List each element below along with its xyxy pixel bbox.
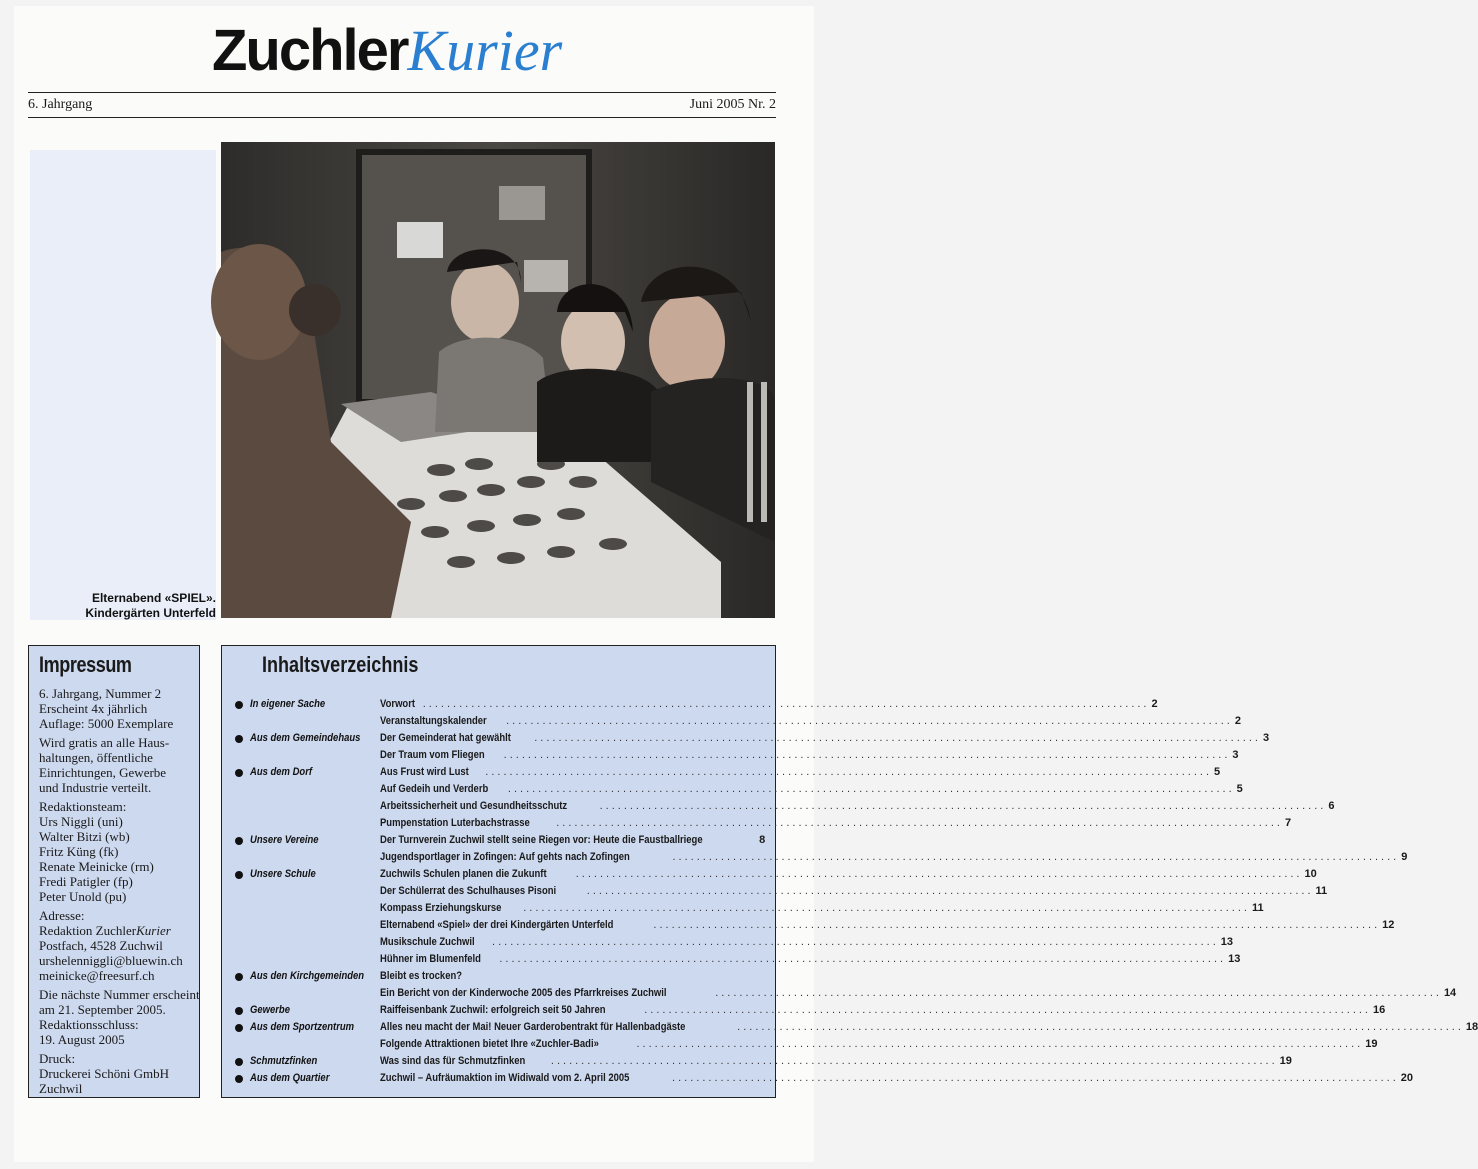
toc-entry xyxy=(380,1002,1386,1019)
impressum-printer xyxy=(39,1051,193,1096)
toc-entry xyxy=(380,985,1457,1002)
toc-page-number: 14 xyxy=(1443,987,1457,999)
impressum-team-member: Urs Niggli (uni) xyxy=(39,814,123,829)
bullet-icon xyxy=(235,735,243,743)
toc-row[interactable] xyxy=(222,866,1317,883)
bullet-icon xyxy=(235,837,243,845)
toc-leader-dots: ........................................................................................................................ xyxy=(636,1038,1364,1050)
toc-leader-dots: ........................................................................................................................ xyxy=(599,800,1327,812)
toc-page-number: 20 xyxy=(1400,1072,1414,1084)
toc-title: Inhaltsverzeichnis xyxy=(262,652,419,677)
impressum-line: Redaktionsschluss: xyxy=(39,1017,139,1032)
toc-entry xyxy=(380,747,1239,764)
masthead-part-2: Kurier xyxy=(407,18,563,83)
toc-row[interactable] xyxy=(222,1070,1414,1087)
toc-entry xyxy=(380,764,1221,781)
toc-page-number: 13 xyxy=(1228,953,1241,965)
toc-row[interactable] xyxy=(222,781,1243,798)
toc-section: Gewerbe xyxy=(250,1004,290,1016)
toc-entry xyxy=(380,1070,1414,1087)
masthead-logo xyxy=(212,16,562,86)
toc-row[interactable] xyxy=(222,917,1395,934)
impressum-address-label: Adresse: xyxy=(39,908,85,923)
toc-row[interactable] xyxy=(222,883,1328,900)
toc-entry xyxy=(380,832,766,849)
toc-entry xyxy=(380,934,1234,951)
toc-row[interactable] xyxy=(222,985,1457,1002)
impressum-address-line xyxy=(39,923,193,938)
toc-page-number: 6 xyxy=(1328,800,1335,812)
toc-page-number: 5 xyxy=(1236,783,1243,795)
impressum-team-member: Fredi Patigler (fp) xyxy=(39,874,133,889)
photo-caption-line-2: Kindergärten Unterfeld xyxy=(85,606,216,620)
impressum-team-member: Walter Bitzi (wb) xyxy=(39,829,130,844)
toc-entry-title: Pumpenstation Luterbachstrasse xyxy=(380,817,530,829)
toc-section: Aus dem Sportzentrum xyxy=(250,1021,355,1033)
toc-row[interactable] xyxy=(222,815,1292,832)
impressum-address-brand: Kurier xyxy=(136,923,171,938)
toc-entry-title: Raiffeisenbank Zuchwil: erfolgreich seit 50 Jahren xyxy=(380,1004,606,1016)
impressum-team-member: Peter Unold (pu) xyxy=(39,889,127,904)
toc-entry xyxy=(380,917,1395,934)
toc-row[interactable] xyxy=(222,968,775,985)
toc-leader-dots: ........................................................................................................................ xyxy=(485,766,1213,778)
table-of-contents xyxy=(221,645,1478,1098)
toc-page-number: 9 xyxy=(1401,851,1408,863)
toc-leader-dots: ........................................................................................................................ xyxy=(534,732,1261,744)
toc-row[interactable] xyxy=(222,1002,1386,1019)
toc-page-number: 8 xyxy=(759,834,766,846)
toc-page-number: 19 xyxy=(1279,1055,1292,1067)
impressum-line: 6. Jahrgang, Nummer 2 xyxy=(39,686,162,701)
toc-entry-title: Der Schülerrat des Schulhauses Pisoni xyxy=(380,885,557,897)
toc-row[interactable] xyxy=(222,849,1408,866)
toc-entry xyxy=(380,781,1243,798)
impressum-line: am 21. September 2005. xyxy=(39,1002,166,1017)
toc-entry-title: Jugendsportlager in Zofingen: Auf gehts nach Zofingen xyxy=(380,851,630,863)
toc-entry-title: Alles neu macht der Mai! Neuer Garderobentrakt für Hallenbadgäste xyxy=(380,1021,686,1033)
toc-entry xyxy=(380,696,1158,713)
toc-entry-title: Auf Gedeih und Verderb xyxy=(380,783,489,795)
toc-row[interactable] xyxy=(222,798,1335,815)
issue-date: Juni 2005 Nr. 2 xyxy=(689,97,776,112)
toc-entry-title: Der Traum vom Fliegen xyxy=(380,749,485,761)
impressum-line: 19. August 2005 xyxy=(39,1032,125,1047)
toc-row[interactable] xyxy=(222,900,1264,917)
toc-row[interactable] xyxy=(222,764,1221,781)
toc-entry-title: Hühner im Blumenfeld xyxy=(380,953,481,965)
impressum-team xyxy=(39,799,193,904)
toc-leader-dots: ........................................................................................................................ xyxy=(550,1055,1278,1067)
toc-row[interactable] xyxy=(222,832,775,849)
impressum-next-issue xyxy=(39,987,200,1047)
toc-section: Unsere Schule xyxy=(250,868,316,880)
masthead-rule-top xyxy=(28,92,776,93)
impressum-team-member: Renate Meinicke (rm) xyxy=(39,859,154,874)
impressum-team-label: Redaktionsteam: xyxy=(39,799,127,814)
toc-page-number: 19 xyxy=(1365,1038,1378,1050)
toc-leader-dots: ........................................................................................................................ xyxy=(672,1072,1399,1084)
impressum-team-member: Fritz Küng (fk) xyxy=(39,844,119,859)
toc-entry-title: Vorwort xyxy=(380,698,416,710)
toc-entry-title: Ein Bericht von der Kinderwoche 2005 des Pfarrkreises Zuchwil xyxy=(380,987,667,999)
bullet-icon xyxy=(235,1058,243,1066)
photo-caption-line-1: Elternabend «SPIEL». xyxy=(91,591,216,605)
impressum-line: Die nächste Nummer erscheint xyxy=(39,987,200,1002)
toc-entry xyxy=(380,713,1241,730)
impressum-line: Einrichtungen, Gewerbe xyxy=(39,765,167,780)
toc-row[interactable] xyxy=(222,934,1234,951)
toc-leader-dots: ........................................................................................................................ xyxy=(737,1021,1464,1033)
toc-entry xyxy=(380,951,1241,968)
toc-entry-title: Elternabend «Spiel» der drei Kindergärten Unterfeld xyxy=(380,919,614,931)
toc-entry-title: Folgende Attraktionen bietet Ihre «Zuchler-Badi» xyxy=(380,1038,599,1050)
toc-entry-title: Bleibt es trocken? xyxy=(380,970,463,982)
impressum-line: haltungen, öffentliche xyxy=(39,750,153,765)
toc-page-number: 13 xyxy=(1220,936,1234,948)
impressum-address xyxy=(39,908,193,983)
toc-entry-title: Arbeitssicherheit und Gesundheitsschutz xyxy=(380,800,568,812)
email-link[interactable]: meinicke@freesurf.ch xyxy=(39,968,155,983)
toc-entry-title: Was sind das für Schmutzfinken xyxy=(380,1055,526,1067)
toc-row[interactable] xyxy=(222,696,1158,713)
toc-entry xyxy=(380,798,1335,815)
bleed-through-tint xyxy=(30,150,216,620)
toc-page-number: 18 xyxy=(1465,1021,1478,1033)
masthead-rule-bottom xyxy=(28,117,776,118)
toc-leader-dots: ........................................................................................................................ xyxy=(672,851,1400,863)
impressum-line: Erscheint 4x jährlich xyxy=(39,701,148,716)
impressum-address-line: Postfach, 4528 Zuchwil xyxy=(39,938,163,953)
impressum-box xyxy=(28,645,200,1098)
bullet-icon xyxy=(235,1075,243,1083)
toc-section: Aus dem Dorf xyxy=(250,766,313,778)
toc-leader-dots: ........................................................................................................................ xyxy=(523,902,1250,914)
toc-section: Aus dem Gemeindehaus xyxy=(250,732,361,744)
bullet-icon xyxy=(235,701,243,709)
toc-entry-title: Kompass Erziehungskurse xyxy=(380,902,502,914)
toc-page-number: 16 xyxy=(1373,1004,1386,1016)
toc-entry xyxy=(380,1053,1292,1070)
toc-entry xyxy=(380,866,1317,883)
toc-leader-dots: ........................................................................................................................ xyxy=(644,1004,1371,1016)
toc-row[interactable] xyxy=(222,951,1241,968)
toc-page-number: 11 xyxy=(1251,902,1264,914)
toc-row[interactable] xyxy=(222,1053,1292,1070)
toc-page-number: 11 xyxy=(1315,885,1328,897)
bullet-icon xyxy=(235,1007,243,1015)
toc-section: Aus dem Quartier xyxy=(250,1072,330,1084)
bullet-icon xyxy=(235,1024,243,1032)
toc-leader-dots: ........................................................................................................................ xyxy=(422,698,1150,710)
impressum-publication xyxy=(39,686,193,731)
bullet-icon xyxy=(235,871,243,879)
toc-entry-title: Musikschule Zuchwil xyxy=(380,936,475,948)
toc-entry xyxy=(380,900,1264,917)
toc-leader-dots: ........................................................................................................................ xyxy=(499,953,1227,965)
email-link[interactable]: urshelenniggli@bluewin.ch xyxy=(39,953,183,968)
impressum-line: und Industrie verteilt. xyxy=(39,780,152,795)
toc-leader-dots: ........................................................................................................................ xyxy=(586,885,1314,897)
toc-entry xyxy=(380,849,1408,866)
toc-row[interactable] xyxy=(222,730,1270,747)
impressum-print-label: Druck: xyxy=(39,1051,76,1066)
toc-entry xyxy=(380,730,1270,747)
impressum-line: Wird gratis an alle Haus- xyxy=(39,735,170,750)
toc-leader-dots: ........................................................................................................................ xyxy=(492,936,1219,948)
toc-row[interactable] xyxy=(222,747,1239,764)
toc-entry-title: Der Turnverein Zuchwil stellt seine Riegen vor: Heute die Faustballriege xyxy=(380,834,703,846)
toc-leader-dots: ........................................................................................................................ xyxy=(506,715,1233,727)
bullet-icon xyxy=(235,973,243,981)
toc-page-number: 2 xyxy=(1151,698,1158,710)
toc-row[interactable] xyxy=(222,1019,1478,1036)
toc-section: Aus den Kirchgemeinden xyxy=(250,970,365,982)
impressum-address-prefix: Redaktion Zuchler xyxy=(39,923,137,938)
impressum-title: Impressum xyxy=(39,652,132,677)
impressum-distribution xyxy=(39,735,193,795)
toc-leader-dots: ........................................................................................................................ xyxy=(503,749,1231,761)
impressum-line: Zuchwil xyxy=(39,1081,83,1096)
toc-leader-dots: ........................................................................................................................ xyxy=(507,783,1235,795)
toc-entry xyxy=(380,1036,1378,1053)
toc-page-number: 10 xyxy=(1304,868,1317,880)
toc-section: Unsere Vereine xyxy=(250,834,319,846)
toc-page-number: 2 xyxy=(1234,715,1241,727)
toc-entry xyxy=(380,1019,1478,1036)
toc-section: Schmutzfinken xyxy=(250,1055,318,1067)
toc-entry-title: Veranstaltungskalender xyxy=(380,715,487,727)
toc-leader-dots: ........................................................................................................................ xyxy=(556,817,1283,829)
issue-year: 6. Jahrgang xyxy=(28,97,93,112)
toc-entry xyxy=(380,883,1328,900)
impressum-line: Druckerei Schöni GmbH xyxy=(39,1066,169,1081)
toc-leader-dots: ........................................................................................................................ xyxy=(715,987,1442,999)
masthead-part-1: Zuchler xyxy=(212,18,408,83)
toc-page-number: 3 xyxy=(1262,732,1270,744)
toc-entry xyxy=(380,815,1292,832)
toc-entry-title: Zuchwil – Aufräumaktion im Widiwald vom 2. April 2005 xyxy=(380,1072,630,1084)
toc-entry-title: Der Gemeinderat hat gewählt xyxy=(380,732,511,744)
toc-page-number: 3 xyxy=(1232,749,1239,761)
toc-leader-dots: ........................................................................................................................ xyxy=(575,868,1303,880)
cover-photo-illustration xyxy=(221,142,775,618)
toc-row[interactable] xyxy=(222,713,1241,730)
cover-photo xyxy=(221,142,775,618)
toc-entry-title: Zuchwils Schulen planen die Zukunft xyxy=(380,868,547,880)
toc-leader-dots: ........................................................................................................................ xyxy=(653,919,1381,931)
photo-caption xyxy=(40,591,216,621)
toc-page-number: 7 xyxy=(1284,817,1292,829)
toc-page-number: 5 xyxy=(1214,766,1221,778)
impressum-line: Auflage: 5000 Exemplare xyxy=(39,716,174,731)
toc-section: In eigener Sache xyxy=(250,698,326,710)
toc-entry xyxy=(380,968,762,985)
bullet-icon xyxy=(235,769,243,777)
toc-row[interactable] xyxy=(222,1036,1378,1053)
toc-entry-title: Aus Frust wird Lust xyxy=(380,766,469,778)
toc-page-number: 12 xyxy=(1382,919,1395,931)
